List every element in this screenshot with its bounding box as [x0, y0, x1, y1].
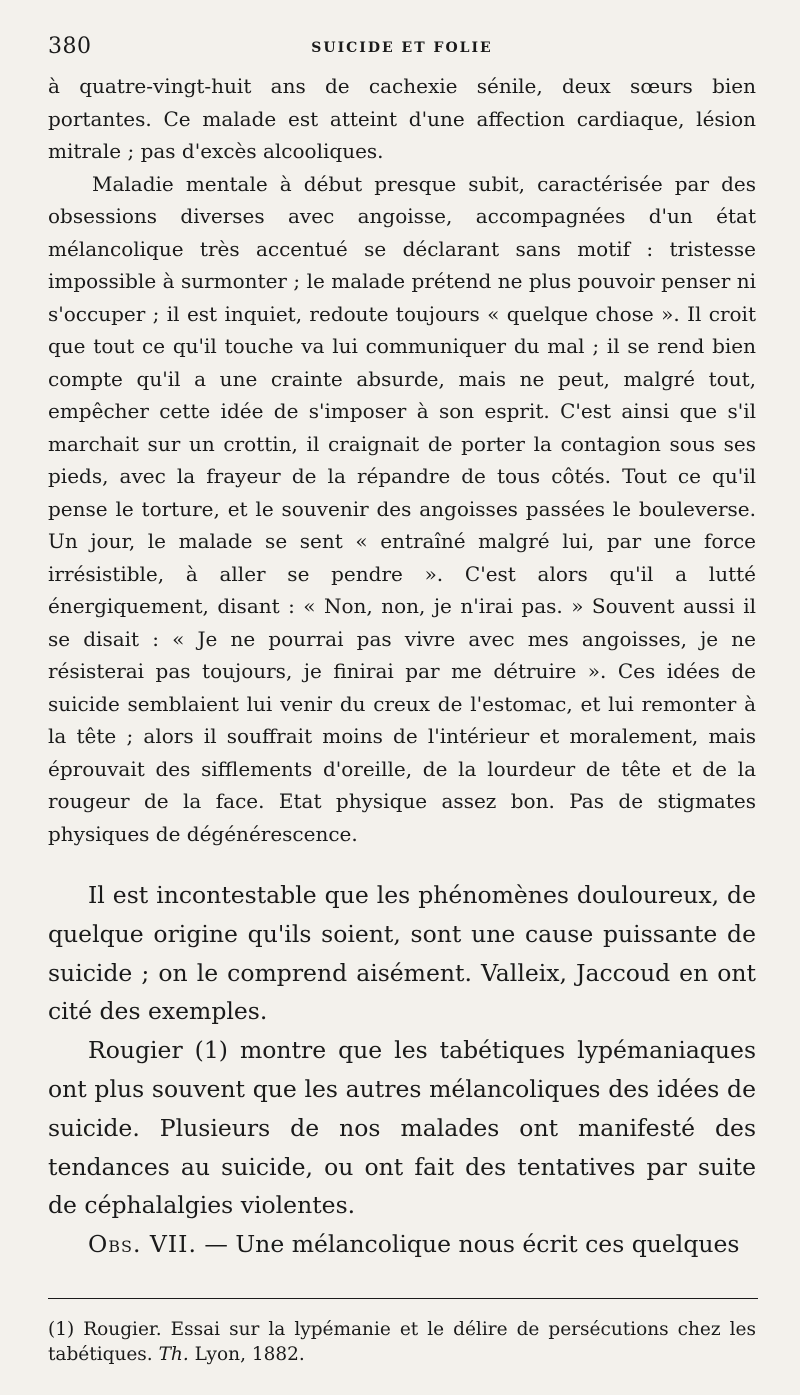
footnote-rule: [48, 1298, 758, 1299]
observation-block: [48, 70, 756, 850]
footnote-marker: (1): [48, 1318, 75, 1340]
observation-paragraph: Maladie mentale à début presque subit, caractérisée par des obsessions diverses avec angoisse, accompagnées d'un état mélancolique très accentué se déclarant sans motif : tristesse impossible à surmonter ; le malade prétend ne plus pouvoir penser ni s'occuper ; il est inquiet, redoute toujours « quelque chose ». Il croit que tout ce qu'il touche va lui communiquer du mal ; il se rend bien compte qu'il a une crainte absurde, mais ne peut, malgré tout, empêcher cette idée de s'imposer à son esprit. C'est ainsi que s'il marchait sur un crottin, il craignait de porter la contagion sous ses pieds, avec la frayeur de la répandre de tous côtés. Tout ce qu'il pense le torture, et le souvenir des angoisses passées le bouleverse. Un jour, le malade se sent « entraîné malgré lui, par une force irrésistible, à aller se pendre ». C'est alors qu'il a lutté énergiquement, disant : « Non, non, je n'irai pas. » Souvent aussi il se disait : « Je ne pourrai pas vivre avec mes angoisses, je ne résisterai pas toujours, je finirai par me détruire ». Ces idées de suicide semblaient lui venir du creux de l'estomac, et lui remonter à la tête ; alors il souffrait moins de l'intérieur et moralement, mais éprouvait des sifflements d'oreille, de la lourdeur de tête et de la rougeur de la face. Etat physique assez bon. Pas de stigmates physiques de dégénérescence.: [48, 171, 756, 846]
observation-paragraph: à quatre-vingt-huit ans de cachexie sénile, deux sœurs bien portantes. Ce malade est atteint d'une affection cardiaque, lésion mitrale ; pas d'excès alcooliques.: [48, 74, 756, 163]
body-paragraph: Il est incontestable que les phénomènes douloureux, de quelque origine qu'ils soient, sont une cause puissante de suicide ; on le comprend aisément. Valleix, Jaccoud en ont cité des exemples.: [48, 881, 756, 1026]
page-number: 380: [48, 34, 92, 59]
footnote-text-end: Lyon, 1882.: [188, 1343, 305, 1365]
main-text-block: [48, 876, 756, 1264]
footnote-italic: Th.: [158, 1343, 189, 1365]
observation-heading-paragraph: [48, 1225, 756, 1264]
footnote: [48, 1317, 756, 1367]
observation-label: Obs. VII.: [88, 1230, 197, 1259]
body-paragraph: Rougier (1) montre que les tabétiques lypémaniaques ont plus souvent que les autres mélancoliques des idées de suicide. Plusieurs de nos malades ont manifesté des tendances au suicide, ou ont fait des tentatives par suite de céphalalgies violentes.: [48, 1036, 756, 1220]
running-head: [48, 30, 756, 70]
footnote-text: Rougier. Essai sur la lypémanie et le délire de persécutions chez les tabétiques.: [48, 1318, 756, 1365]
running-title: SUICIDE ET FOLIE: [311, 40, 493, 56]
observation-intro: — Une mélancolique nous écrit ces quelques: [196, 1230, 740, 1259]
